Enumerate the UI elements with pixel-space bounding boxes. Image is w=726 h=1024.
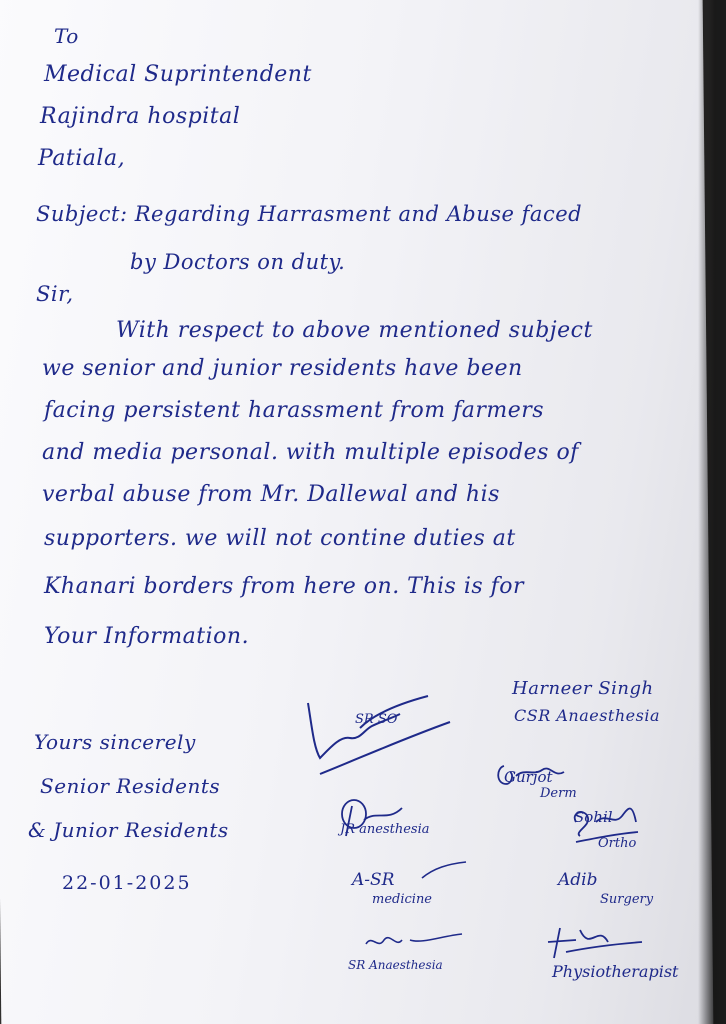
signature-asr-stroke [420, 858, 470, 882]
body-line-4: and media personal. with multiple episodes of [42, 440, 579, 465]
signature-gurjot-label: Gurjot [504, 768, 553, 786]
to-line: To [54, 24, 79, 48]
closing-line-1: Yours sincerely [34, 730, 196, 754]
body-line-5: verbal abuse from Mr. Dallewal and his [42, 482, 500, 507]
addressee-line-3: Patiala, [38, 146, 126, 171]
signature-asr-dept: medicine [372, 892, 433, 907]
body-line-8: Your Information. [44, 624, 250, 649]
signatory-title-harneer: CSR Anaesthesia [514, 706, 660, 725]
signature-sohil-label: Sohil [574, 808, 613, 826]
paper-shadow-edge [698, 0, 726, 1024]
signature-sr-anaes-label: SR Anaesthesia [348, 958, 443, 972]
signature-adib-dept: Surgery [600, 892, 654, 907]
signature-asr-label: A-SR [352, 870, 395, 890]
addressee-line-1: Medical Suprintendent [44, 62, 312, 87]
closing-line-3: & Junior Residents [28, 818, 229, 842]
body-line-2: we senior and junior residents have been [42, 356, 523, 381]
signature-physio [546, 922, 646, 966]
signature-1-label: SR SO [355, 712, 398, 727]
addressee-line-2: Rajindra hospital [40, 104, 241, 129]
signature-gurjot-dept: Derm [540, 786, 577, 801]
closing-line-2: Senior Residents [40, 774, 221, 798]
date: 22-01-2025 [62, 872, 192, 894]
body-line-3: facing persistent harassment from farmers [44, 398, 545, 423]
signature-jr-label: JR anesthesia [340, 822, 430, 837]
signature-jr [336, 796, 426, 846]
salutation: Sir, [36, 282, 74, 306]
body-line-7: Khanari borders from here on. This is for [44, 574, 525, 599]
signature-1 [300, 688, 460, 778]
signature-physio-label: Physiotherapist [552, 962, 679, 981]
signature-sohil-dept: Ortho [598, 836, 637, 851]
signatory-name-harneer: Harneer Singh [512, 678, 654, 699]
signature-adib-label: Adib [558, 870, 598, 890]
subject-line-2: by Doctors on duty. [130, 250, 346, 274]
body-line-1: With respect to above mentioned subject [116, 318, 593, 343]
body-line-6: supporters. we will not contine duties at [44, 526, 516, 551]
subject-line-1: Subject: Regarding Harrasment and Abuse faced [36, 202, 583, 226]
